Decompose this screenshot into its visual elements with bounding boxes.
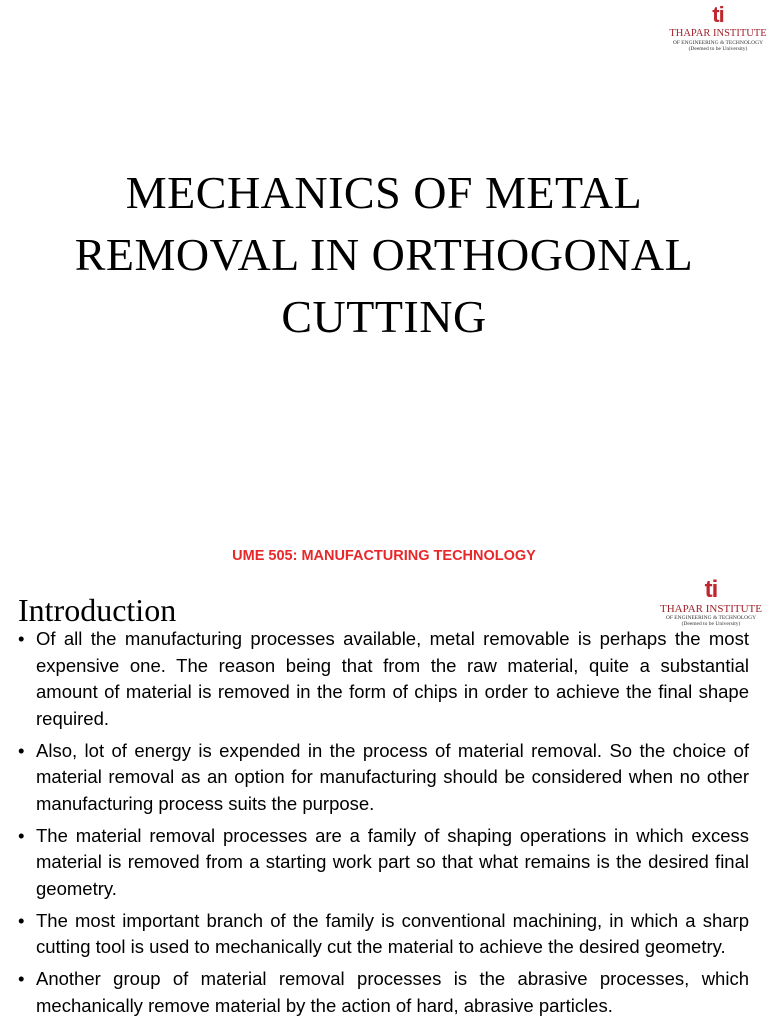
bullet-item: • Of all the manufacturing processes available, metal removable is perhaps the most expensive one. The reason being that from the raw material, quite a substantial amount of material is removed in the form of chips in order to achieve the final shape required. <box>18 626 749 732</box>
title-line: REMOVAL IN ORTHOGONAL <box>74 229 694 280</box>
institute-subtitle: OF ENGINEERING & TECHNOLOGY <box>665 615 757 621</box>
bullet-item: • The material removal processes are a family of shaping operations in which excess material is removed from a starting work part so that what remains is the desired final geometry. <box>18 823 749 903</box>
title-line: MECHANICS OF METAL <box>125 167 643 218</box>
course-label: UME 505: MANUFACTURING TECHNOLOGY <box>232 548 536 564</box>
title-line: CUTTING <box>281 291 487 342</box>
bullet-item: • The most important branch of the family is conventional machining, in which a sharp cutting tool is used to mechanically cut the material to achieve the desired geometry. <box>18 908 749 961</box>
slide-title <box>40 162 728 348</box>
bullet-item: • Also, lot of energy is expended in the process of material removal. So the choice of material removal as an option for manufacturing should be considered when no other manufacturing process suits the purpose. <box>18 738 749 818</box>
institute-logo <box>668 4 768 52</box>
bullet-item: • Another group of material removal processes is the abrasive processes, which mechanically remove material by the action of hard, abrasive particles. <box>18 966 749 1019</box>
ti-logo-icon: ti <box>704 576 718 603</box>
institute-subtitle: OF ENGINEERING & TECHNOLOGY <box>672 39 764 46</box>
institute-name: THAPAR INSTITUTE <box>660 603 762 615</box>
bullet-list <box>18 626 749 1025</box>
institute-status: (Deemed to be University) <box>688 45 748 52</box>
institute-name: THAPAR INSTITUTE <box>669 28 767 39</box>
section-heading: Introduction <box>18 592 177 628</box>
ti-logo-icon: ti <box>712 2 724 27</box>
institute-logo <box>655 578 767 627</box>
institute-status: (Deemed to be University) <box>681 621 741 628</box>
